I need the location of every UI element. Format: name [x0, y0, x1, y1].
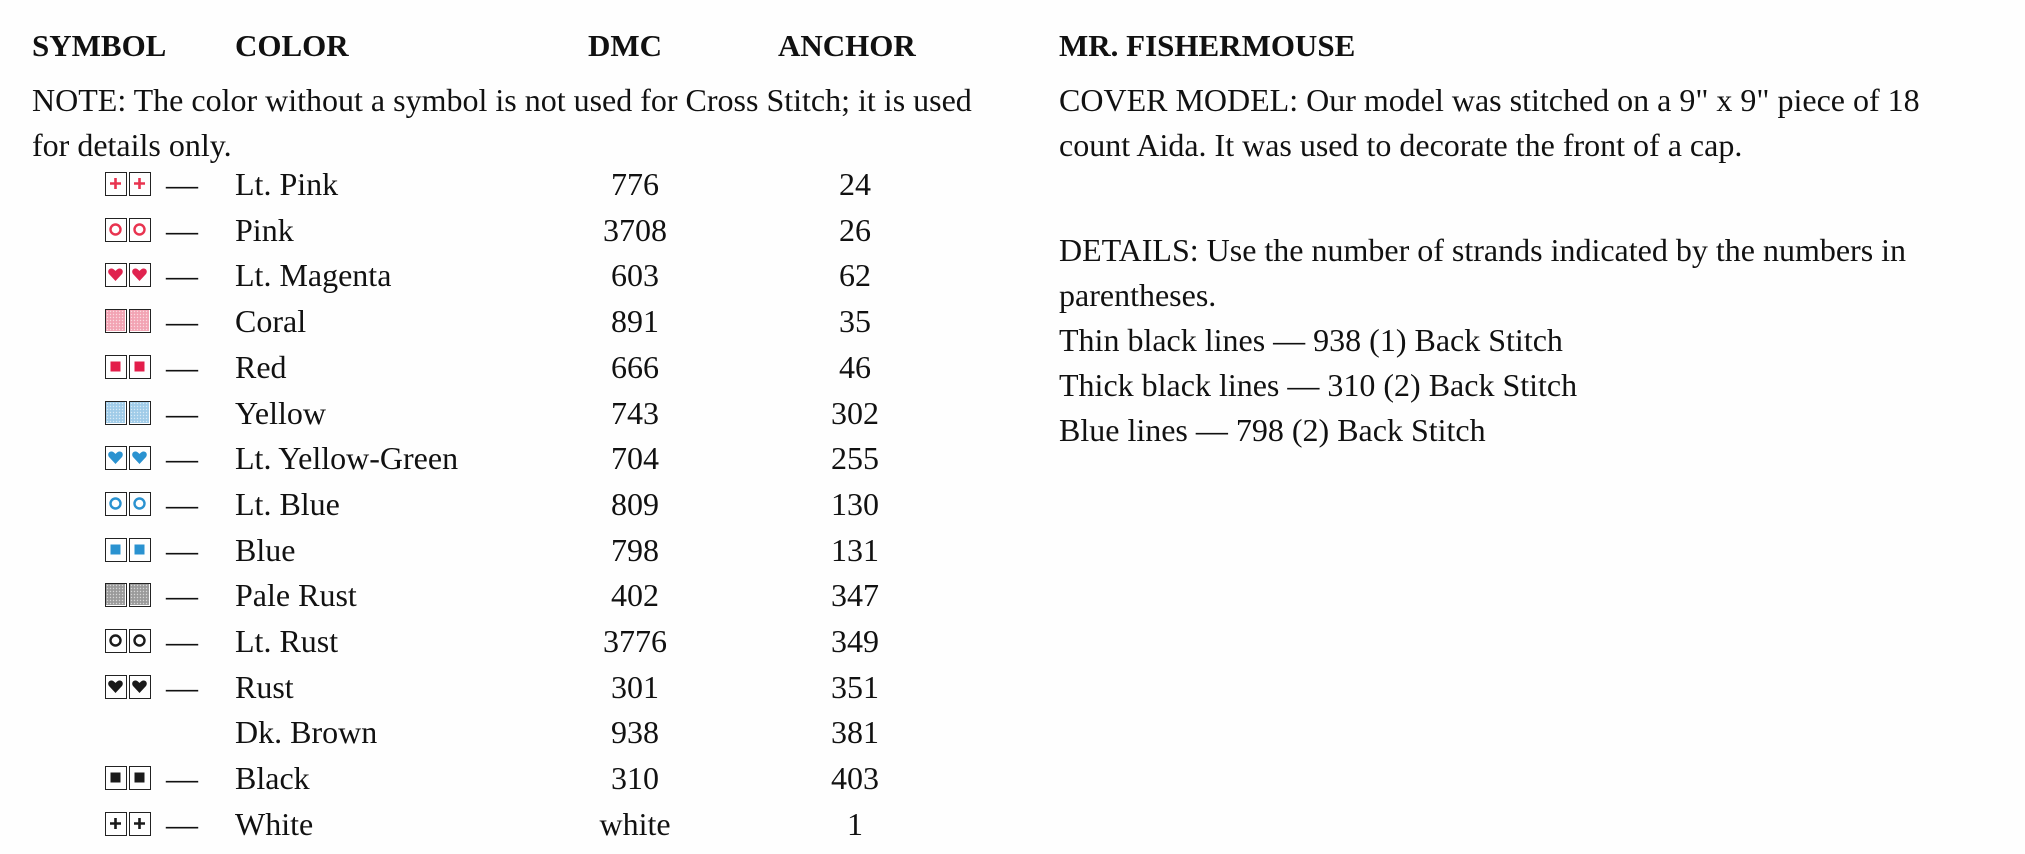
color-row [0, 166, 1000, 212]
color-name: Lt. Blue [235, 485, 340, 522]
color-row [0, 486, 1000, 532]
dash-separator: — [166, 166, 198, 202]
anchor-header: ANCHOR [778, 28, 916, 63]
color-row [0, 257, 1000, 303]
symbol-cell [129, 675, 151, 699]
dash-separator: — [166, 485, 198, 522]
dmc-number: 666 [611, 348, 659, 385]
dmc-number: 809 [611, 485, 659, 522]
symbol-cell [105, 172, 127, 196]
color-name: Pale Rust [235, 577, 357, 614]
symbol-cell [105, 629, 127, 653]
symbol-cell [105, 401, 127, 425]
anchor-number: 46 [839, 348, 871, 385]
color-row [0, 669, 1000, 715]
symbol-cell [105, 766, 127, 790]
plus-symbol-icon [105, 172, 153, 198]
dash-separator: — [166, 623, 198, 659]
dash-separator: — [166, 348, 198, 385]
dmc-number: 402 [611, 577, 659, 614]
dmc-number: 776 [611, 166, 659, 202]
symbol-cell [105, 355, 127, 379]
dmc-number: 891 [611, 303, 659, 340]
symbol-cell [129, 766, 151, 790]
color-row [0, 395, 1000, 441]
backstitch-line-2: Thick black lines — 310 (2) Back Stitch [1059, 367, 1578, 403]
dmc-number: 310 [611, 760, 659, 797]
anchor-number: 62 [839, 257, 871, 294]
color-name: Lt. Rust [235, 623, 339, 659]
color-name: Lt. Yellow-Green [235, 440, 459, 477]
anchor-number: 1 [847, 805, 863, 842]
symbol-cell [129, 263, 151, 287]
dash-separator: — [166, 440, 198, 477]
symbol-cell [105, 446, 127, 470]
shade-symbol-icon [105, 401, 153, 427]
color-row [0, 440, 1000, 486]
dmc-number: 603 [611, 257, 659, 294]
heart-symbol-icon [105, 263, 153, 289]
heart-symbol-icon [105, 675, 153, 701]
dmc-header: DMC [588, 28, 663, 63]
backstitch-line-3: Blue lines — 798 (2) Back Stitch [1059, 412, 1486, 448]
color-row [0, 349, 1000, 395]
dash-separator: — [166, 394, 198, 431]
symbol-cell [129, 629, 151, 653]
dmc-number: 704 [611, 440, 659, 477]
anchor-number: 349 [831, 623, 879, 659]
color-name: Coral [235, 303, 307, 340]
square-symbol-icon [105, 766, 153, 792]
symbol-cell [129, 401, 151, 425]
color-row [0, 623, 1000, 669]
anchor-number: 130 [831, 485, 879, 522]
symbol-cell [105, 492, 127, 516]
color-row [0, 577, 1000, 623]
symbol-cell [105, 309, 127, 333]
symbol-cell [129, 492, 151, 516]
color-name: Lt. Pink [235, 166, 339, 202]
symbol-cell [105, 583, 127, 607]
dash-separator: — [166, 577, 198, 614]
color-name: Pink [235, 211, 294, 248]
pattern-title: MR. FISHERMOUSE [1059, 28, 1356, 63]
backstitch-line-1: Thin black lines — 938 (1) Back Stitch [1059, 322, 1563, 358]
dash-separator: — [166, 760, 198, 797]
color-row [0, 714, 1000, 760]
color-row [0, 303, 1000, 349]
plus-symbol-icon [105, 812, 153, 838]
symbol-cell [105, 812, 127, 836]
note-text: NOTE: The color without a symbol is not used for Cross Stitch; it is used for details only. [32, 82, 972, 163]
symbol-cell [129, 218, 151, 242]
color-name: Blue [235, 531, 296, 568]
dash-separator: — [166, 303, 198, 340]
symbol-cell [129, 172, 151, 196]
symbol-cell [129, 583, 151, 607]
square-symbol-icon [105, 538, 153, 564]
anchor-number: 255 [831, 440, 879, 477]
color-header: COLOR [235, 28, 349, 63]
color-name: Rust [235, 668, 294, 705]
dmc-number: 3708 [603, 211, 667, 248]
dash-separator: — [166, 211, 198, 248]
symbol-cell [105, 218, 127, 242]
shade-symbol-icon [105, 309, 153, 335]
color-name: Lt. Magenta [235, 257, 392, 294]
dmc-number: 743 [611, 394, 659, 431]
color-name: Black [235, 760, 310, 797]
color-name: Red [235, 348, 287, 385]
anchor-number: 24 [839, 166, 871, 202]
color-row [0, 760, 1000, 806]
symbol-cell [129, 812, 151, 836]
circle-symbol-icon [105, 629, 153, 655]
dmc-number: 301 [611, 668, 659, 705]
color-row [0, 212, 1000, 258]
cover-model-text: COVER MODEL: Our model was stitched on a 9" x 9" piece of 18 count Aida. It was used to decorate the front of a cap. [1059, 82, 1920, 163]
color-name: Dk. Brown [235, 714, 378, 751]
dmc-number: white [599, 805, 671, 842]
dmc-number: 938 [611, 714, 659, 751]
anchor-number: 302 [831, 394, 879, 431]
color-name: Yellow [235, 394, 326, 431]
circle-symbol-icon [105, 492, 153, 518]
symbol-cell [129, 355, 151, 379]
symbol-header: SYMBOL [32, 28, 167, 63]
symbol-cell [105, 538, 127, 562]
details-text: DETAILS: Use the number of strands indicated by the numbers in parentheses. [1059, 232, 1907, 313]
heart-symbol-icon [105, 446, 153, 472]
anchor-number: 26 [839, 211, 871, 248]
anchor-number: 403 [831, 760, 879, 797]
symbol-cell [129, 446, 151, 470]
dmc-number: 798 [611, 531, 659, 568]
anchor-number: 131 [831, 531, 879, 568]
shade-symbol-icon [105, 583, 153, 609]
dash-separator: — [166, 257, 198, 294]
circle-symbol-icon [105, 218, 153, 244]
square-symbol-icon [105, 355, 153, 381]
color-row [0, 532, 1000, 578]
symbol-cell [129, 309, 151, 333]
anchor-number: 351 [831, 668, 879, 705]
symbol-cell [129, 538, 151, 562]
dash-separator: — [166, 668, 198, 705]
dash-separator: — [166, 531, 198, 568]
anchor-number: 381 [831, 714, 879, 751]
symbol-cell [105, 675, 127, 699]
dmc-number: 3776 [603, 623, 667, 659]
color-row [0, 806, 1000, 852]
anchor-number: 35 [839, 303, 871, 340]
symbol-cell [105, 263, 127, 287]
anchor-number: 347 [831, 577, 879, 614]
color-name: White [235, 805, 314, 842]
dash-separator: — [166, 805, 198, 842]
